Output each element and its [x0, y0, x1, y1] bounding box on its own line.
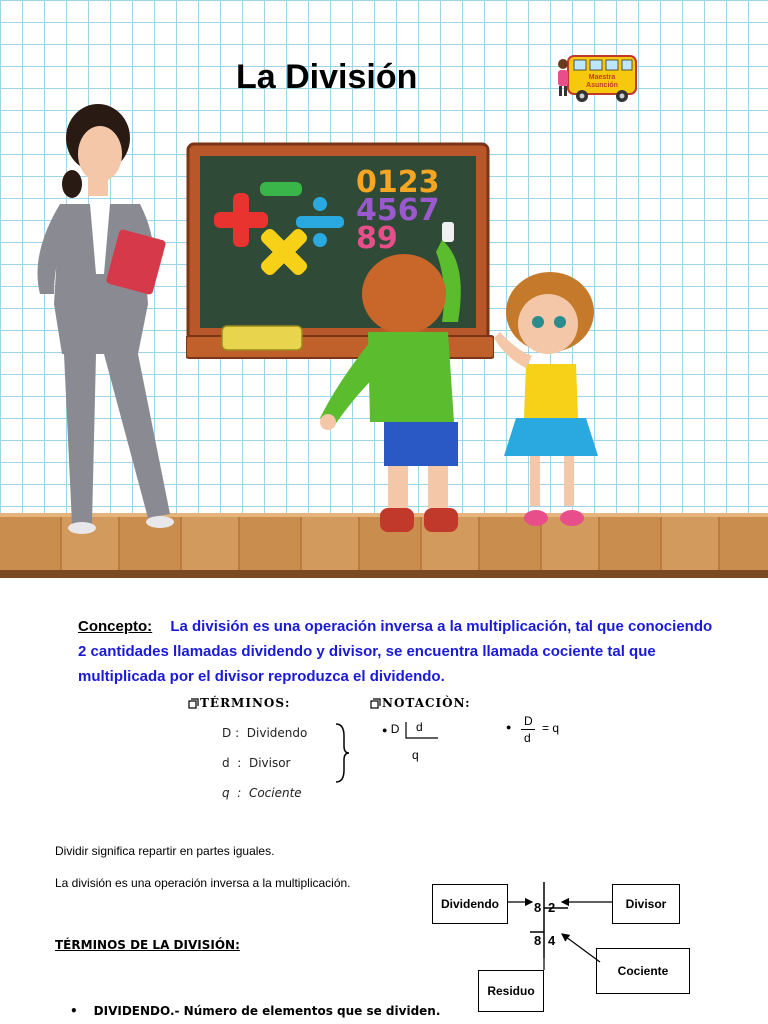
notation-title: NOTACIÒN: — [382, 696, 471, 710]
diagram-num-divisor: 2 — [548, 900, 556, 915]
notation-form1: ● D — [382, 722, 400, 736]
page-title: La División — [236, 58, 418, 96]
term-divisor: d : Divisor — [222, 756, 291, 770]
floor-edge — [0, 570, 768, 578]
checkbox-bullet-icon — [188, 698, 200, 710]
diagram-arrows — [500, 878, 620, 988]
document-content — [0, 578, 768, 1024]
diagram-cociente-box: Cociente — [596, 948, 690, 994]
fraction-numerator: D — [524, 714, 533, 728]
term-cociente: q : Cociente — [222, 786, 302, 800]
body-line-2: La división es una operación inversa a la multiplicación. — [55, 876, 351, 890]
school-bus-logo — [554, 50, 640, 106]
logo-text-2: Asunción — [586, 82, 618, 89]
diagram-dividendo-box: Dividendo — [432, 884, 508, 924]
boy-illustration — [318, 222, 478, 542]
term-dividendo: D : Dividendo — [222, 726, 308, 740]
diagram-num-product: 8 — [534, 933, 542, 948]
concept-text: La división es una operación inversa a la multiplicación, tal que conociendo 2 cantidades llamadas dividendo y divisor, se encuentra llamada cociente tal que multiplicada por el divisor reproduzca el dividendo. — [78, 618, 713, 685]
body-line-1: Dividir significa repartir en partes iguales. — [55, 844, 275, 858]
terms-title: TÉRMINOS: — [200, 696, 291, 710]
board-digits-row2: 4567 — [356, 193, 440, 228]
concept-paragraph — [78, 614, 718, 689]
section-title: TÉRMINOS DE LA DIVISIÓN: — [55, 938, 240, 952]
girl-illustration — [486, 268, 626, 548]
notation-dividend: D — [390, 722, 400, 736]
fraction-denominator: d — [524, 731, 531, 745]
fraction-result: = q — [542, 721, 560, 735]
diagram-divisor-box: Divisor — [612, 884, 680, 924]
notation-bullet: ● — [506, 722, 512, 732]
board-digits-row1: 0123 — [356, 165, 440, 200]
board-digits-row3: 89 — [356, 221, 398, 256]
fraction-bar — [521, 729, 535, 730]
brace-icon — [334, 722, 350, 784]
bullet-dividendo: • DIVIDENDO.- Número de elementos que se dividen. — [70, 1004, 441, 1018]
concept-label: Concepto: — [78, 618, 153, 635]
diagram-num-quotient: 4 — [548, 933, 556, 948]
logo-text-1: Maestra — [588, 74, 616, 81]
teacher-illustration — [20, 104, 190, 544]
diagram-residuo-box: Residuo — [478, 970, 544, 1012]
checkbox-bullet-icon — [370, 698, 382, 710]
diagram-num-dividend: 8 — [534, 900, 542, 915]
notation-divisor: d — [416, 720, 423, 734]
notation-quotient: q — [412, 748, 419, 762]
